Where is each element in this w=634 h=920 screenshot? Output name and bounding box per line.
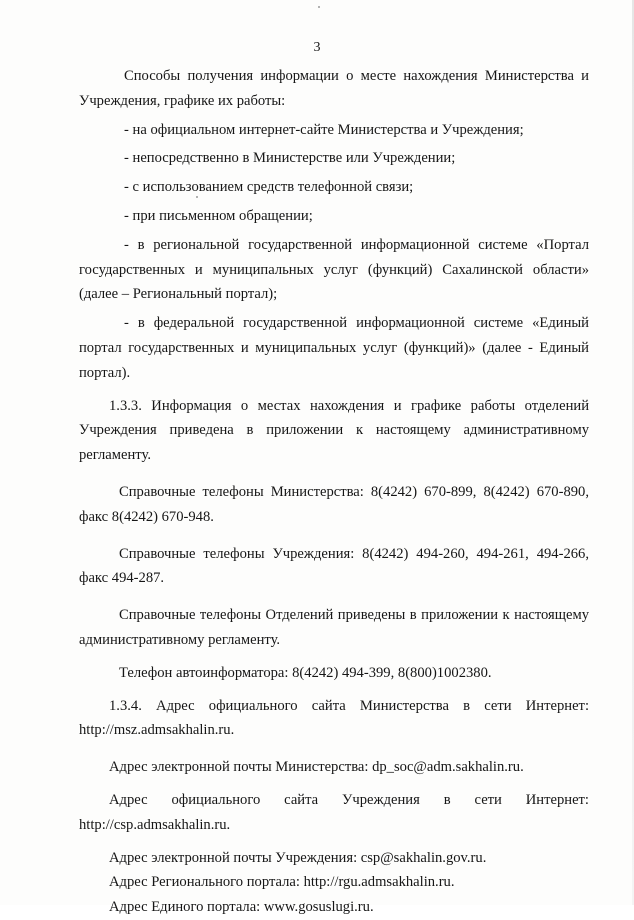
regional-portal-address: Адрес Регионального портала: http://rgu.admsakhalin.ru. <box>109 874 455 891</box>
method-item-regional-portal: - в региональной государственной информационной системе «Портал государственных и муниципальных услуг (функций) Сахалинской области» (далее – Региональный портал); <box>79 236 589 303</box>
method-item-unified-portal: - в федеральной государственной информационной системе «Единый портал государственных и муниципальных услуг (функций)» (далее - Единый портал). <box>79 315 589 381</box>
scan-speck <box>318 6 320 8</box>
site-institution: Адрес официального сайта Учреждения в сети Интернет: http://csp.admsakhalin.ru. <box>79 791 589 833</box>
phones-departments: Справочные телефоны Отделений приведены в приложении к настоящему административному регламенту. <box>79 607 589 648</box>
phones-ministry: Справочные телефоны Министерства: 8(4242) 670-899, 8(4242) 670-890, факс 8(4242) 670-948. <box>79 483 589 525</box>
document-body <box>79 64 589 920</box>
section-1-3-3: 1.3.3. Информация о местах нахождения и графике работы отделений Учреждения приведена в приложении к настоящему административному регламенту. <box>79 397 589 464</box>
method-item-in-person: - непосредственно в Министерстве или Учреждении; <box>124 150 456 167</box>
method-item-phone: - с использованием средств телефонной связи; <box>124 179 414 196</box>
method-item-website: - на официальном интернет-сайте Министерства и Учреждения; <box>124 121 524 138</box>
email-institution: Адрес электронной почты Учреждения: csp@sakhalin.gov.ru. <box>109 849 487 866</box>
phones-institution: Справочные телефоны Учреждения: 8(4242) 494-260, 494-261, 494-266, факс 494-287. <box>79 545 589 587</box>
intro-paragraph: Способы получения информации о месте нахождения Министерства и Учреждения, графике их работы: <box>79 68 589 109</box>
email-ministry: Адрес электронной почты Министерства: dp_soc@adm.sakhalin.ru. <box>109 759 524 776</box>
autoinformer-phone: Телефон автоинформатора: 8(4242) 494-399, 8(800)1002380. <box>119 664 492 681</box>
method-item-written: - при письменном обращении; <box>124 207 313 224</box>
section-1-3-4: 1.3.4. Адрес официального сайта Министерства в сети Интернет: http://msz.admsakhalin.ru. <box>79 697 589 739</box>
unified-portal-address: Адрес Единого портала: www.gosuslugi.ru. <box>109 899 374 916</box>
page-number: 3 <box>313 40 321 55</box>
